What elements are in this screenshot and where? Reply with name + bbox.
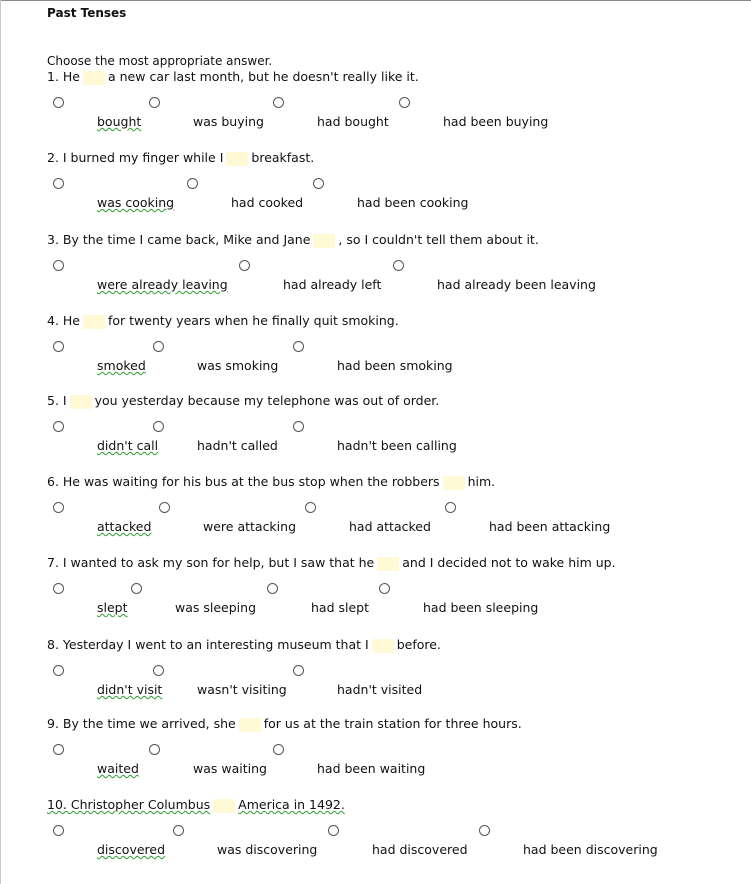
stem-before: 8. Yesterday I went to an interesting museum that I [47, 637, 369, 652]
option-label[interactable]: were attacking [203, 519, 297, 534]
stem-before: 4. He [47, 313, 80, 328]
option-label[interactable]: was cooking [97, 195, 175, 210]
radio-button[interactable] [153, 421, 164, 432]
option-label[interactable]: had slept [311, 600, 370, 615]
option-label[interactable]: had been buying [443, 114, 549, 129]
radio-button[interactable] [313, 178, 324, 189]
stem-after: for us at the train station for three hours. [263, 716, 522, 731]
radio-button[interactable] [53, 260, 64, 271]
blank-field [213, 799, 235, 813]
question-8 [47, 637, 747, 719]
radio-button[interactable] [379, 583, 390, 594]
option-label[interactable]: had been sleeping [423, 600, 539, 615]
option-label[interactable]: had been discovering [523, 842, 658, 857]
top-border [0, 0, 751, 1]
radio-button[interactable] [53, 744, 64, 755]
question-stem [47, 637, 441, 653]
blank-field [443, 476, 465, 490]
radio-button[interactable] [393, 260, 404, 271]
radio-button[interactable] [149, 744, 160, 755]
question-stem [47, 393, 439, 409]
stem-after: a new car last month, but he doesn't really like it. [108, 69, 419, 84]
radio-button[interactable] [173, 825, 184, 836]
option-label[interactable]: had been attacking [489, 519, 611, 534]
option-label[interactable]: wasn't visiting [197, 682, 287, 697]
option-label[interactable]: was smoking [197, 358, 279, 373]
radio-button[interactable] [53, 178, 64, 189]
question-2 [47, 150, 747, 232]
option-label[interactable]: had discovered [372, 842, 468, 857]
blank-field [372, 639, 394, 653]
blank-field [83, 315, 105, 329]
option-label[interactable]: was discovering [217, 842, 318, 857]
stem-before: 9. By the time we arrived, she [47, 716, 236, 731]
stem-after: America in 1492. [238, 797, 345, 812]
question-10 [47, 797, 747, 879]
option-label[interactable]: waited [97, 761, 139, 776]
question-4 [47, 313, 747, 395]
radio-button[interactable] [293, 665, 304, 676]
question-stem [47, 474, 495, 490]
blank-field [83, 71, 105, 85]
option-label[interactable]: had been smoking [337, 358, 453, 373]
option-label[interactable]: had attacked [349, 519, 431, 534]
radio-button[interactable] [53, 583, 64, 594]
radio-button[interactable] [53, 421, 64, 432]
question-stem [47, 232, 539, 248]
question-1 [47, 69, 747, 151]
option-label[interactable]: smoked [97, 358, 146, 373]
question-stem [47, 797, 345, 813]
option-label[interactable]: had cooked [231, 195, 304, 210]
radio-button[interactable] [445, 502, 456, 513]
question-3 [47, 232, 747, 314]
radio-button[interactable] [273, 97, 284, 108]
radio-button[interactable] [293, 421, 304, 432]
radio-button[interactable] [153, 665, 164, 676]
stem-before: 5. I [47, 393, 67, 408]
option-label[interactable]: was waiting [193, 761, 267, 776]
option-label[interactable]: had already been leaving [437, 277, 596, 292]
option-label[interactable]: didn't visit [97, 682, 163, 697]
radio-button[interactable] [239, 260, 250, 271]
radio-button[interactable] [187, 178, 198, 189]
option-label[interactable]: had bought [317, 114, 389, 129]
question-stem [47, 716, 522, 732]
radio-button[interactable] [159, 502, 170, 513]
stem-before: 1. He [47, 69, 80, 84]
radio-button[interactable] [479, 825, 490, 836]
stem-after: him. [467, 474, 496, 489]
radio-button[interactable] [153, 341, 164, 352]
question-9 [47, 716, 747, 798]
radio-button[interactable] [267, 583, 278, 594]
blank-field [226, 152, 248, 166]
stem-after: you yesterday because my telephone was out of order. [94, 393, 440, 408]
blank-field [70, 395, 92, 409]
question-5 [47, 393, 747, 475]
radio-button[interactable] [293, 341, 304, 352]
page-title: Past Tenses [47, 6, 127, 20]
question-stem [47, 69, 419, 85]
instructions: Choose the most appropriate answer. [47, 54, 273, 68]
option-label[interactable]: slept [97, 600, 128, 615]
radio-button[interactable] [53, 665, 64, 676]
option-label[interactable]: had already left [283, 277, 382, 292]
option-label[interactable]: were already leaving [97, 277, 228, 292]
option-label[interactable]: was sleeping [175, 600, 256, 615]
left-border [0, 0, 1, 884]
stem-after: for twenty years when he finally quit smoking. [108, 313, 399, 328]
stem-before: 3. By the time I came back, Mike and Jane [47, 232, 311, 247]
option-label[interactable]: had been cooking [357, 195, 469, 210]
option-label[interactable]: didn't call [97, 438, 159, 453]
option-label[interactable]: attacked [97, 519, 152, 534]
option-label[interactable]: bought [97, 114, 142, 129]
question-stem [47, 150, 314, 166]
radio-button[interactable] [53, 825, 64, 836]
option-label[interactable]: hadn't called [197, 438, 278, 453]
radio-button[interactable] [53, 97, 64, 108]
blank-field [313, 234, 335, 248]
radio-button[interactable] [131, 583, 142, 594]
radio-button[interactable] [305, 502, 316, 513]
blank-field [377, 557, 399, 571]
stem-after: , so I couldn't tell them about it. [338, 232, 539, 247]
option-label[interactable]: discovered [97, 842, 166, 857]
stem-after: and I decided not to wake him up. [402, 555, 616, 570]
option-label[interactable]: hadn't been calling [337, 438, 457, 453]
question-stem [47, 555, 616, 571]
option-label[interactable]: was buying [193, 114, 264, 129]
radio-button[interactable] [53, 341, 64, 352]
stem-before: 2. I burned my finger while I [47, 150, 224, 165]
radio-button[interactable] [53, 502, 64, 513]
question-7 [47, 555, 747, 637]
question-stem [47, 313, 399, 329]
radio-button[interactable] [328, 825, 339, 836]
radio-button[interactable] [273, 744, 284, 755]
stem-before: 10. Christopher Columbus [47, 797, 211, 812]
stem-before: 7. I wanted to ask my son for help, but I saw that he [47, 555, 375, 570]
option-label[interactable]: hadn't visited [337, 682, 423, 697]
stem-before: 6. He was waiting for his bus at the bus stop when the robbers [47, 474, 440, 489]
stem-after: breakfast. [251, 150, 315, 165]
question-6 [47, 474, 747, 556]
blank-field [239, 718, 261, 732]
radio-button[interactable] [149, 97, 160, 108]
stem-after: before. [396, 637, 441, 652]
radio-button[interactable] [399, 97, 410, 108]
option-label[interactable]: had been waiting [317, 761, 426, 776]
